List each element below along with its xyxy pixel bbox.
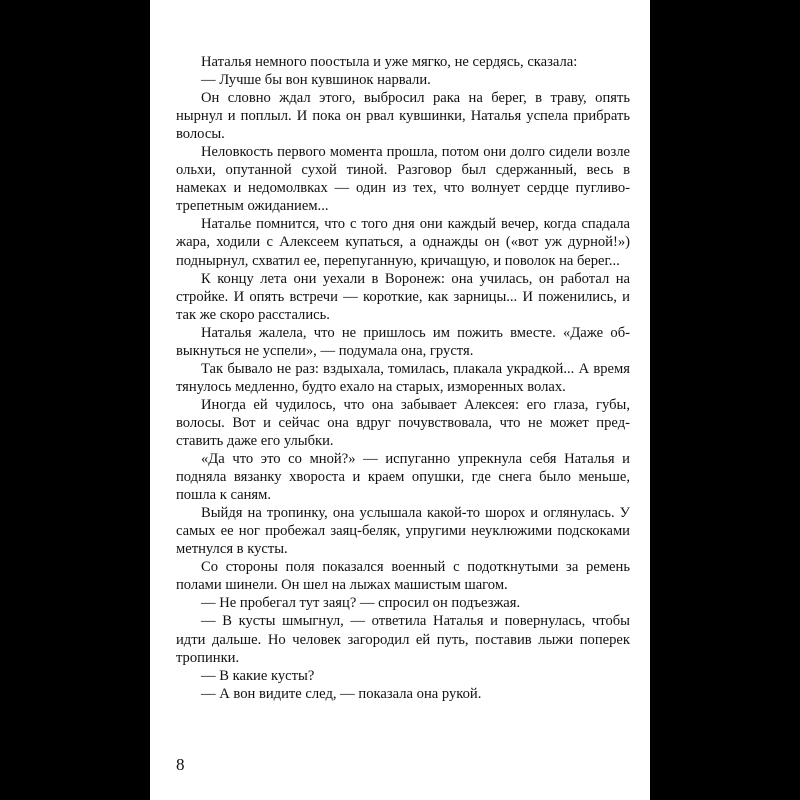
paragraph: Наталья немного поостыла и уже мягко, не сердясь, сказала:: [201, 54, 578, 70]
paragraph: — В кусты шмыгнул, — ответила Наталья и повернулась, чтобы идти дальше. Но человек загородил ей путь, поставив лыжи поперек тропинки.: [176, 613, 630, 666]
paragraph: Так бывало не раз: вздыхала, томилась, плакала украдкой... А время тянулось медленно, будто ехало на старых, изморенных волах.: [176, 360, 630, 395]
paragraph: — Лучше бы вон кувшинок нарвали.: [201, 72, 431, 89]
paragraph: «Да что это со мной?» — испуганно упрекнула себя Наталья и подняла вязанку хвороста и краем опушки, где снега было меньше, пошла к саням.: [176, 451, 630, 504]
paragraph: — Не пробегал тут заяц? — спросил он подъезжая.: [201, 595, 521, 612]
paragraph: Наталье помнится, что с того дня они каждый вечер, когда спадала жара, ходили с Алексеем купаться, а однажды он («вот уж дурной!») поднырнул, схватил ее, перепуганную, кричащую, и поволок на берег...: [176, 216, 630, 269]
paragraph: — В какие кусты?: [201, 667, 315, 684]
paragraph: К концу лета они уехали в Воронеж: она училась, он работал на стройке. И опять встречи — короткие, как зарницы... И поженились, и так же скоро расстались.: [176, 270, 630, 323]
paragraph: Неловкость первого момента прошла, потом они долго сидели возле ольхи, опутанной сухой тиной. Разговор был сдержанный, весь в намеках и недомолвках — один из тех, что волнует сердце пугливо-трепетным ожиданием...: [176, 144, 630, 215]
paragraph: Выйдя на тропинку, она услышала какой-то шорох и оглянулась. У самых ее ног пробежал заяц-беляк, упругими неуклюжими подскоками метнулся в кусты.: [176, 505, 630, 558]
paragraph: Он словно ждал этого, выбросил рака на берег, в траву, опять нырнул и поплыл. И пока он рвал кувшинки, Наталья успела прибрать волосы.: [176, 90, 630, 143]
paragraph: — А вон видите след, — показала она рукой.: [201, 685, 482, 702]
paragraph: Со стороны поля показался военный с подоткнутыми за ремень полами шинели. Он шел на лыжах машистым шагом.: [176, 559, 630, 594]
book-page: [150, 0, 650, 800]
page-number: 8: [176, 755, 185, 774]
paragraph: Иногда ей чудилось, что она забывает Алексея: его глаза, губы, волосы. Вот и сейчас она вдруг почувствовала, что не может представить даже его улыбки.: [176, 396, 630, 449]
body-text: [176, 53, 630, 703]
paragraph: Наталья жалела, что не пришлось им пожить вместе. «Даже обвыкнуться не успели», — подумала она, грустя.: [176, 324, 630, 359]
